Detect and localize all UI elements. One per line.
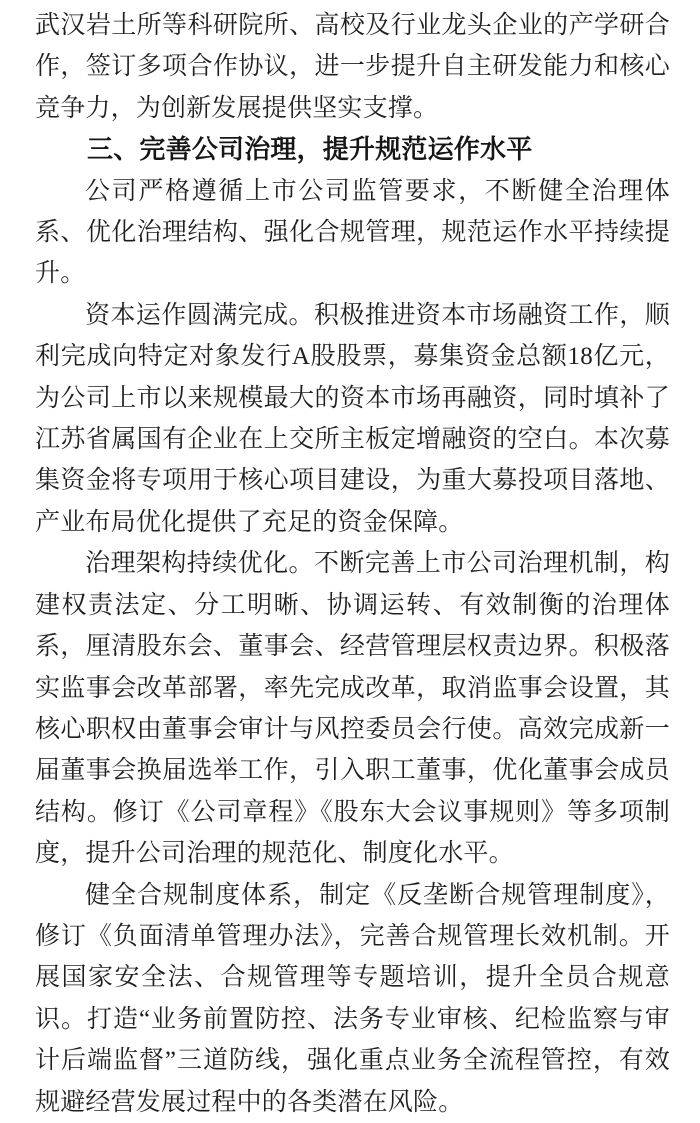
paragraph: 公司严格遵循上市公司监管要求，不断健全治理体系、优化治理结构、强化合规管理，规范运作水平持续提升。	[35, 177, 670, 288]
paragraph: 武汉岩土所等科研院所、高校及行业龙头企业的产学研合作，签订多项合作协议，进一步提升自主研发能力和核心竞争力，为创新发展提供坚实支撑。	[35, 12, 670, 122]
paragraph: 治理架构持续优化。不断完善上市公司治理机制，构建权责法定、分工明晰、协调运转、有效制衡的治理体系，厘清股东会、董事会、经营管理层权责边界。积极落实监事会改革部署，率先完成改革，取消监事会设置，其核心职权由董事会审计与风控委员会行使。高效完成新一届董事会换届选举工作，引入职工董事，优化董事会成员结构。修订《公司章程》《股东大会议事规则》等多项制度，提升公司治理的规范化、制度化水平。	[35, 550, 670, 868]
paragraph: 健全合规制度体系，制定《反垄断合规管理制度》，修订《负面清单管理办法》，完善合规管理长效机制。开展国家安全法、合规管理等专题培训，提升全员合规意识。打造“业务前置防控、法务专业审核、纪检监察与审计后端监督”三道防线，强化重点业务全流程管控，有效规避经营发展过程中的各类潜在风险。	[35, 881, 670, 1116]
document-text-column	[35, 5, 670, 1123]
paragraph: 资本运作圆满完成。积极推进资本市场融资工作，顺利完成向特定对象发行A股股票，募集资金总额18亿元，为公司上市以来规模最大的资本市场再融资，同时填补了江苏省属国有企业在上交所主板定增融资的空白。本次募集资金将专项用于核心项目建设，为重大募投项目落地、产业布局优化提供了充足的资金保障。	[35, 301, 670, 536]
section-heading: 三、完善公司治理，提升规范运作水平	[87, 134, 533, 165]
